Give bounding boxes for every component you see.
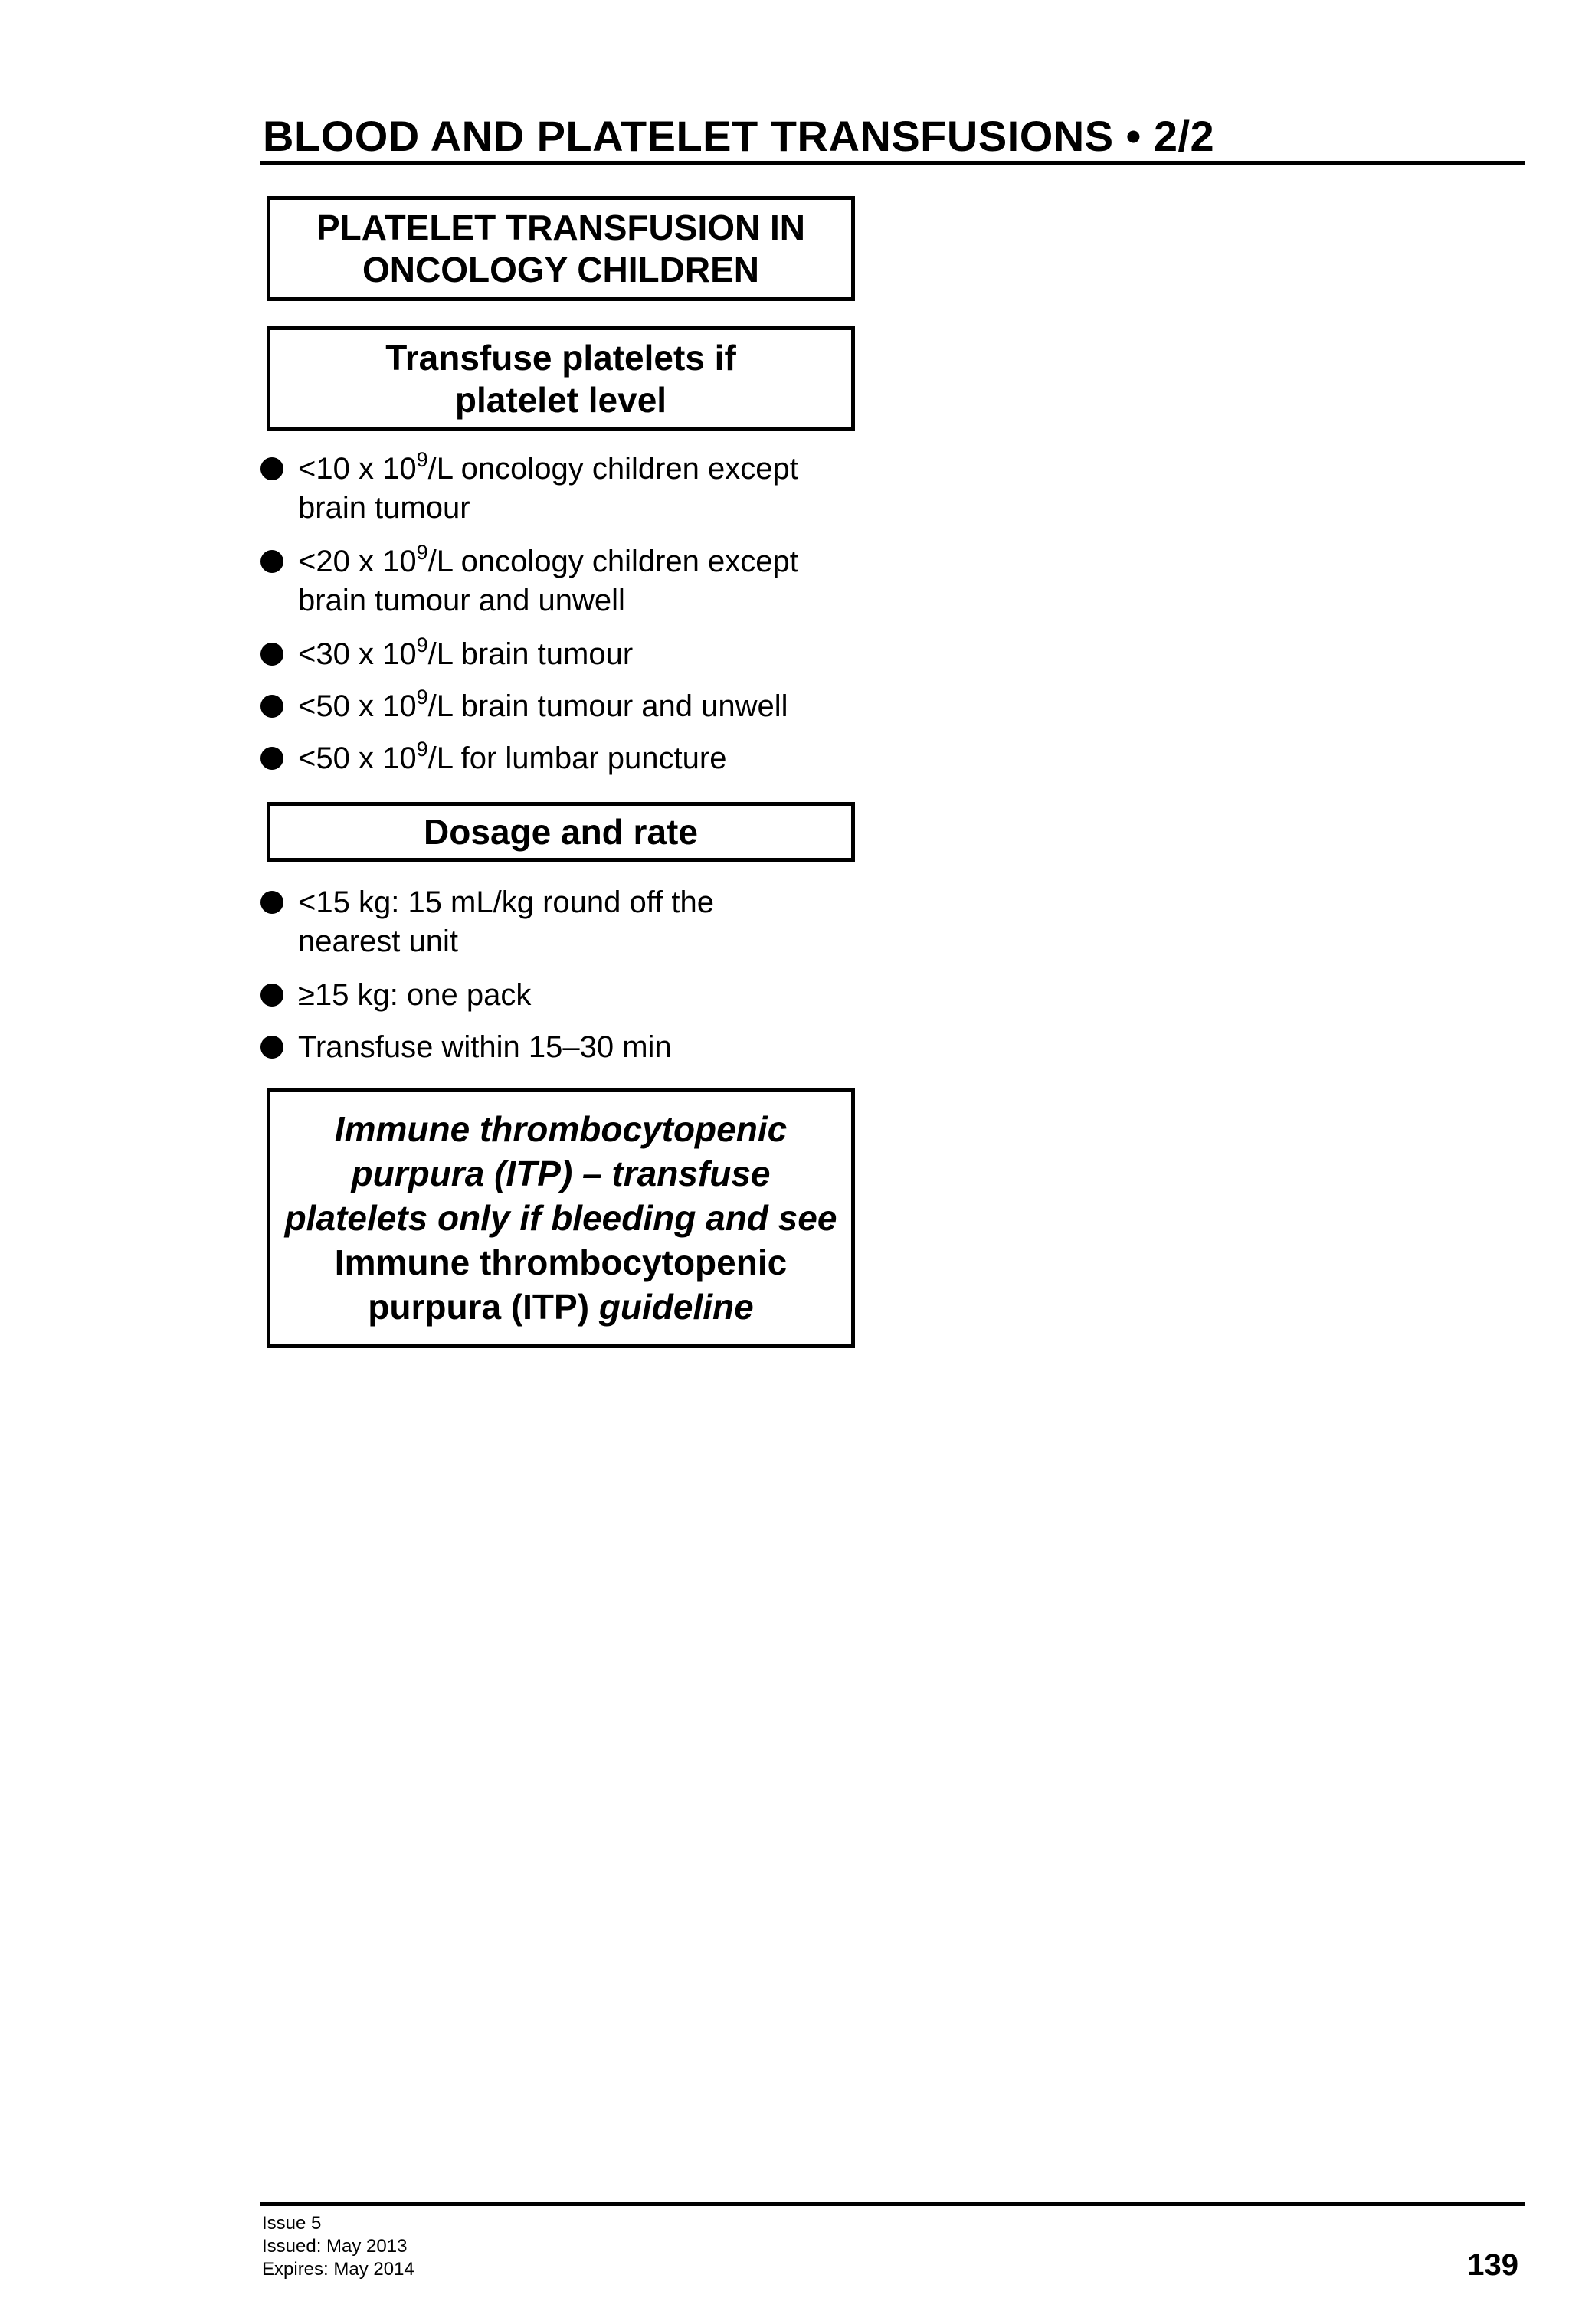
list-item-text [298,447,873,489]
footer-info [262,2212,414,2281]
list-item-prefix: <50 x 10 [298,689,417,723]
list-item [260,976,873,1015]
list-item-suffix: /L brain tumour and unwell [427,689,788,723]
itp-note-line-2: purpura (ITP) – transfuse [351,1154,771,1193]
criteria-heading-line-2: platelet level [454,379,667,420]
list-item-text: <15 kg: 15 mL/kg round off the [298,885,714,919]
list-item-text: Transfuse within 15–30 min [298,1030,672,1064]
dosage-heading: Dosage and rate [424,811,698,852]
itp-note-box [267,1088,855,1348]
list-item [260,447,873,528]
footer-rule [260,2202,1525,2206]
list-item-superscript: 9 [416,685,428,709]
list-item-prefix: <50 x 10 [298,741,417,775]
bullet-icon [260,747,283,770]
list-item-text [298,635,873,674]
itp-guideline-word: guideline [598,1287,754,1327]
bullet-icon [260,550,283,573]
list-item [260,687,873,726]
dosage-list [260,883,873,1080]
criteria-heading-box [267,326,855,431]
criteria-list [260,447,873,791]
bullet-icon [260,984,283,1007]
bullet-icon [260,1036,283,1059]
list-item-suffix: /L oncology children except [427,452,798,486]
bullet-icon [260,891,283,914]
list-item [260,883,873,961]
list-item-suffix: /L oncology children except [427,545,798,578]
list-item-prefix: <20 x 10 [298,545,417,578]
list-item-text [298,687,873,726]
section-heading-box [267,196,855,301]
bullet-icon [260,695,283,718]
list-item [260,739,873,778]
bullet-icon [260,457,283,480]
list-item [260,1028,873,1067]
list-item-text: ≥15 kg: one pack [298,978,532,1012]
itp-note-line-3: platelets only if bleeding and see [284,1198,837,1238]
itp-guideline-title: purpura (ITP) [368,1287,599,1327]
itp-guideline-link-line-2[interactable] [368,1285,753,1329]
list-item-continuation: brain tumour and unwell [298,584,625,617]
list-item [260,635,873,674]
itp-guideline-link-line-1[interactable]: Immune thrombocytopenic [334,1242,788,1282]
criteria-heading-line-1: Transfuse platelets if [385,337,736,378]
issue-number: Issue 5 [262,2213,322,2234]
itp-note-line-1: Immune thrombocytopenic [334,1109,788,1149]
list-item-continuation: nearest unit [298,925,459,958]
section-heading-line-2: ONCOLOGY CHILDREN [362,249,759,290]
page-title: BLOOD AND PLATELET TRANSFUSIONS • 2/2 [263,112,1215,160]
dosage-heading-box [267,802,855,862]
list-item-suffix: /L for lumbar puncture [427,741,727,775]
list-item-prefix: <10 x 10 [298,452,417,486]
title-rule [260,161,1525,165]
list-item-suffix: /L brain tumour [427,637,634,671]
list-item-superscript: 9 [416,540,428,564]
list-item-superscript: 9 [416,737,428,761]
expiry-date: Expires: May 2014 [262,2259,414,2280]
issued-date: Issued: May 2013 [262,2236,408,2257]
bullet-icon [260,643,283,666]
list-item-superscript: 9 [416,633,428,656]
list-item [260,542,873,620]
list-item-text [298,542,873,581]
section-heading-line-1: PLATELET TRANSFUSION IN [316,207,806,247]
list-item-superscript: 9 [416,447,428,471]
list-item-text [298,739,873,778]
list-item-prefix: <30 x 10 [298,637,417,671]
list-item-continuation: brain tumour [298,491,470,525]
page-number: 139 [1467,2248,1518,2282]
